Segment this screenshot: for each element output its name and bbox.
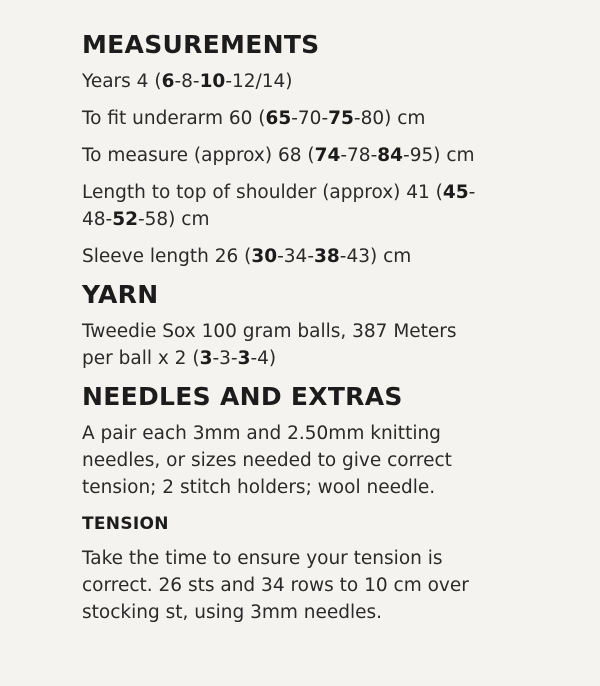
measurements-heading: MEASUREMENTS <box>82 30 320 59</box>
years-line: Years 4 (6-8-10-12/14) <box>82 71 293 92</box>
length-line-1: Length to top of shoulder (approx) 41 (45- <box>82 182 476 203</box>
yarn-line-2: per ball x 2 (3-3-3-4) <box>82 348 277 369</box>
needles-line-2: needles, or sizes needed to give correct <box>82 450 452 471</box>
tension-heading: TENSION <box>82 514 169 534</box>
needles-line-3: tension; 2 stitch holders; wool needle. <box>82 477 436 498</box>
tension-line-3: stocking st, using 3mm needles. <box>82 602 383 623</box>
yarn-line-1: Tweedie Sox 100 gram balls, 387 Meters <box>82 321 457 342</box>
to-measure-line: To measure (approx) 68 (74-78-84-95) cm <box>82 145 475 166</box>
sleeve-line: Sleeve length 26 (30-34-38-43) cm <box>82 246 412 267</box>
length-line-2: 48-52-58) cm <box>82 209 210 230</box>
pattern-info <box>82 28 582 626</box>
underarm-line: To fit underarm 60 (65-70-75-80) cm <box>82 108 426 129</box>
needles-heading: NEEDLES AND EXTRAS <box>82 382 403 411</box>
tension-line-1: Take the time to ensure your tension is <box>82 548 443 569</box>
tension-line-2: correct. 26 sts and 34 rows to 10 cm over <box>82 575 469 596</box>
yarn-heading: YARN <box>82 280 159 309</box>
needles-line-1: A pair each 3mm and 2.50mm knitting <box>82 423 441 444</box>
